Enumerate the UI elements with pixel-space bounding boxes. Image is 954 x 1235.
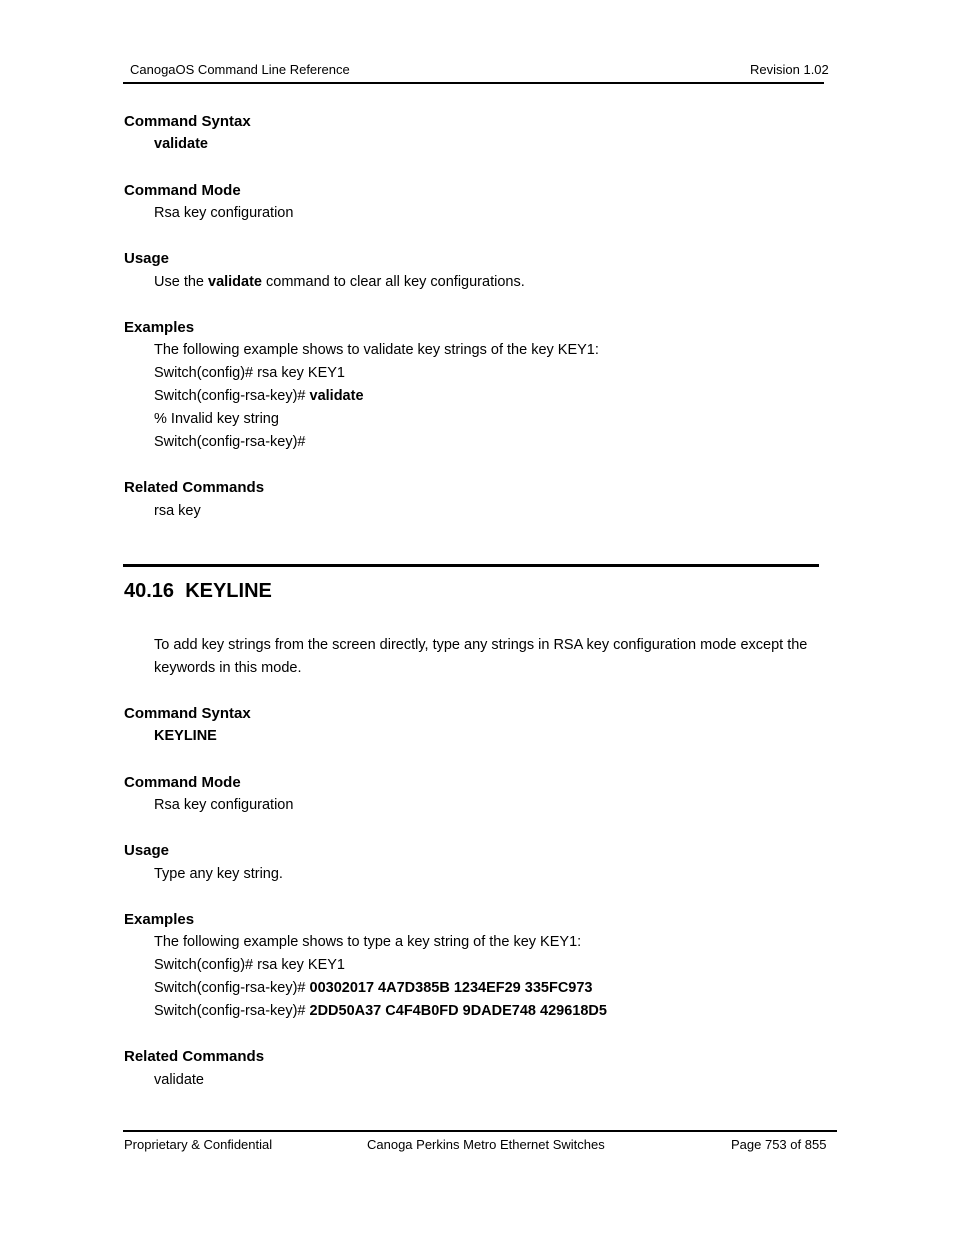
section-intro-line: To add key strings from the screen directly, type any strings in RSA key configuration mode except the — [154, 637, 808, 653]
usage-heading: Usage — [124, 250, 170, 267]
page-number: Page 753 of 855 — [731, 1137, 827, 1152]
usage-heading: Usage — [124, 842, 170, 859]
footer-left: Proprietary & Confidential — [124, 1137, 273, 1152]
section-rule — [123, 564, 819, 567]
related-commands-value: rsa key — [154, 503, 201, 519]
example-line: Switch(config)# rsa key KEY1 — [154, 365, 345, 381]
header-title: CanogaOS Command Line Reference — [130, 62, 350, 77]
example-line: Switch(config-rsa-key)# validate — [154, 388, 364, 404]
section-heading: 40.16 KEYLINE — [124, 580, 272, 602]
usage-text: Type any key string. — [154, 866, 283, 882]
command-mode-value: Rsa key configuration — [154, 205, 294, 221]
examples-heading: Examples — [124, 319, 195, 336]
related-commands-value: validate — [154, 1072, 204, 1088]
header-rule — [123, 82, 824, 84]
section-intro-line: keywords in this mode. — [154, 660, 302, 676]
examples-heading: Examples — [124, 911, 195, 928]
command-syntax-heading: Command Syntax — [124, 705, 251, 722]
example-line: Switch(config)# rsa key KEY1 — [154, 957, 345, 973]
command-syntax-heading: Command Syntax — [124, 113, 251, 130]
command-syntax-value: validate — [154, 136, 208, 152]
footer-center: Canoga Perkins Metro Ethernet Switches — [367, 1137, 605, 1152]
command-syntax-value: KEYLINE — [154, 728, 217, 744]
related-commands-heading: Related Commands — [124, 1048, 265, 1065]
usage-text: Use the validate command to clear all key configurations. — [154, 274, 525, 290]
example-line: Switch(config-rsa-key)# 00302017 4A7D385B 1234EF29 335FC973 — [154, 980, 593, 996]
example-line: Switch(config-rsa-key)# — [154, 434, 306, 450]
command-mode-value: Rsa key configuration — [154, 797, 294, 813]
example-intro: The following example shows to type a key string of the key KEY1: — [154, 934, 582, 950]
footer-rule — [123, 1130, 837, 1132]
example-intro: The following example shows to validate key strings of the key KEY1: — [154, 342, 599, 358]
header-revision: Revision 1.02 — [750, 62, 829, 77]
example-line: Switch(config-rsa-key)# 2DD50A37 C4F4B0FD 9DADE748 429618D5 — [154, 1003, 607, 1019]
example-line: % Invalid key string — [154, 411, 279, 427]
command-mode-heading: Command Mode — [124, 774, 241, 791]
command-mode-heading: Command Mode — [124, 182, 241, 199]
related-commands-heading: Related Commands — [124, 479, 265, 496]
